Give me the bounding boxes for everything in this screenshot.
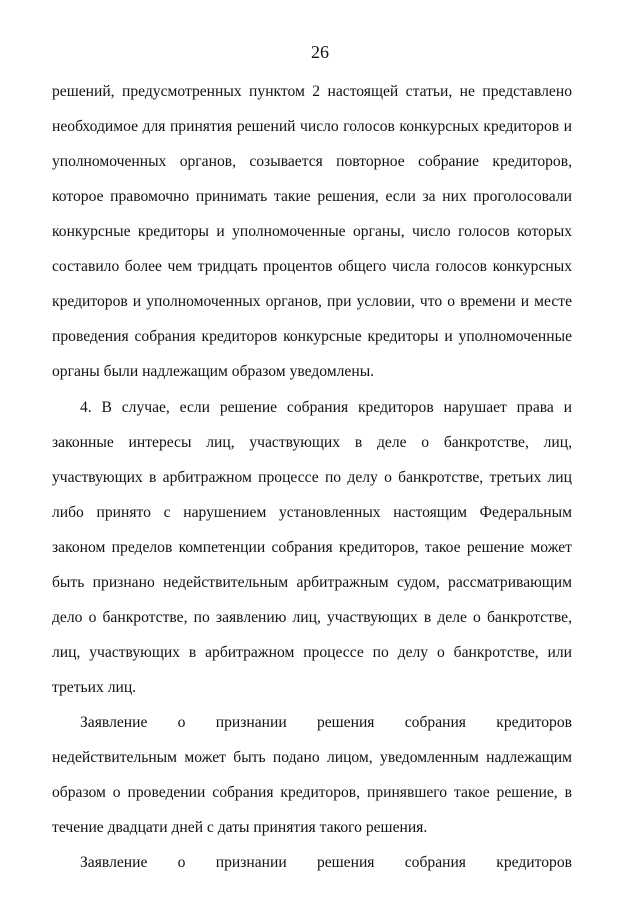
text-line: третьих лиц.	[52, 679, 137, 696]
text-line: составило более чем тридцать процентов общего числа голосов конкурсных	[52, 258, 572, 275]
text-line: проведения собрания кредиторов конкурсные кредиторы и уполномоченные	[52, 328, 572, 345]
text-line: участвующих в арбитражном процессе по делу о банкротстве, третьих лиц	[52, 469, 572, 486]
text-line: лиц, участвующих в арбитражном процессе по делу о банкротстве, или	[52, 644, 572, 661]
text-line: быть признано недействительным арбитражным судом, рассматривающим	[52, 574, 572, 591]
text-line: органы были надлежащим образом уведомлены.	[52, 363, 375, 380]
text-line: недействительным может быть подано лицом, уведомленным надлежащим	[52, 749, 572, 766]
text-line: Заявление о признании решения собрания кредиторов	[80, 714, 572, 731]
text-line: течение двадцати дней с даты принятия такого решения.	[52, 819, 428, 836]
text-line: образом о проведении собрания кредиторов, принявшего такое решение, в	[52, 784, 572, 801]
text-line: либо принято с нарушением установленных настоящим Федеральным	[52, 504, 572, 521]
page-number: 26	[311, 42, 329, 62]
text-line: дело о банкротстве, по заявлению лиц, участвующих в деле о банкротстве,	[52, 609, 572, 626]
text-line: необходимое для принятия решений число голосов конкурсных кредиторов и	[52, 118, 572, 135]
text-line: законные интересы лиц, участвующих в деле о банкротстве, лиц,	[52, 434, 572, 451]
text-line: решений, предусмотренных пунктом 2 настоящей статьи, не представлено	[52, 83, 572, 100]
text-line: 4. В случае, если решение собрания кредиторов нарушает права и	[80, 399, 572, 416]
text-line: Заявление о признании решения собрания кредиторов	[80, 854, 572, 871]
text-line: законом пределов компетенции собрания кредиторов, такое решение может	[52, 539, 572, 556]
text-line: уполномоченных органов, созывается повторное собрание кредиторов,	[52, 153, 572, 170]
text-line: кредиторов и уполномоченных органов, при условии, что о времени и месте	[52, 293, 572, 310]
text-line: которое правомочно принимать такие решения, если за них проголосовали	[52, 188, 572, 205]
text-line: конкурсные кредиторы и уполномоченные органы, число голосов которых	[52, 223, 572, 240]
